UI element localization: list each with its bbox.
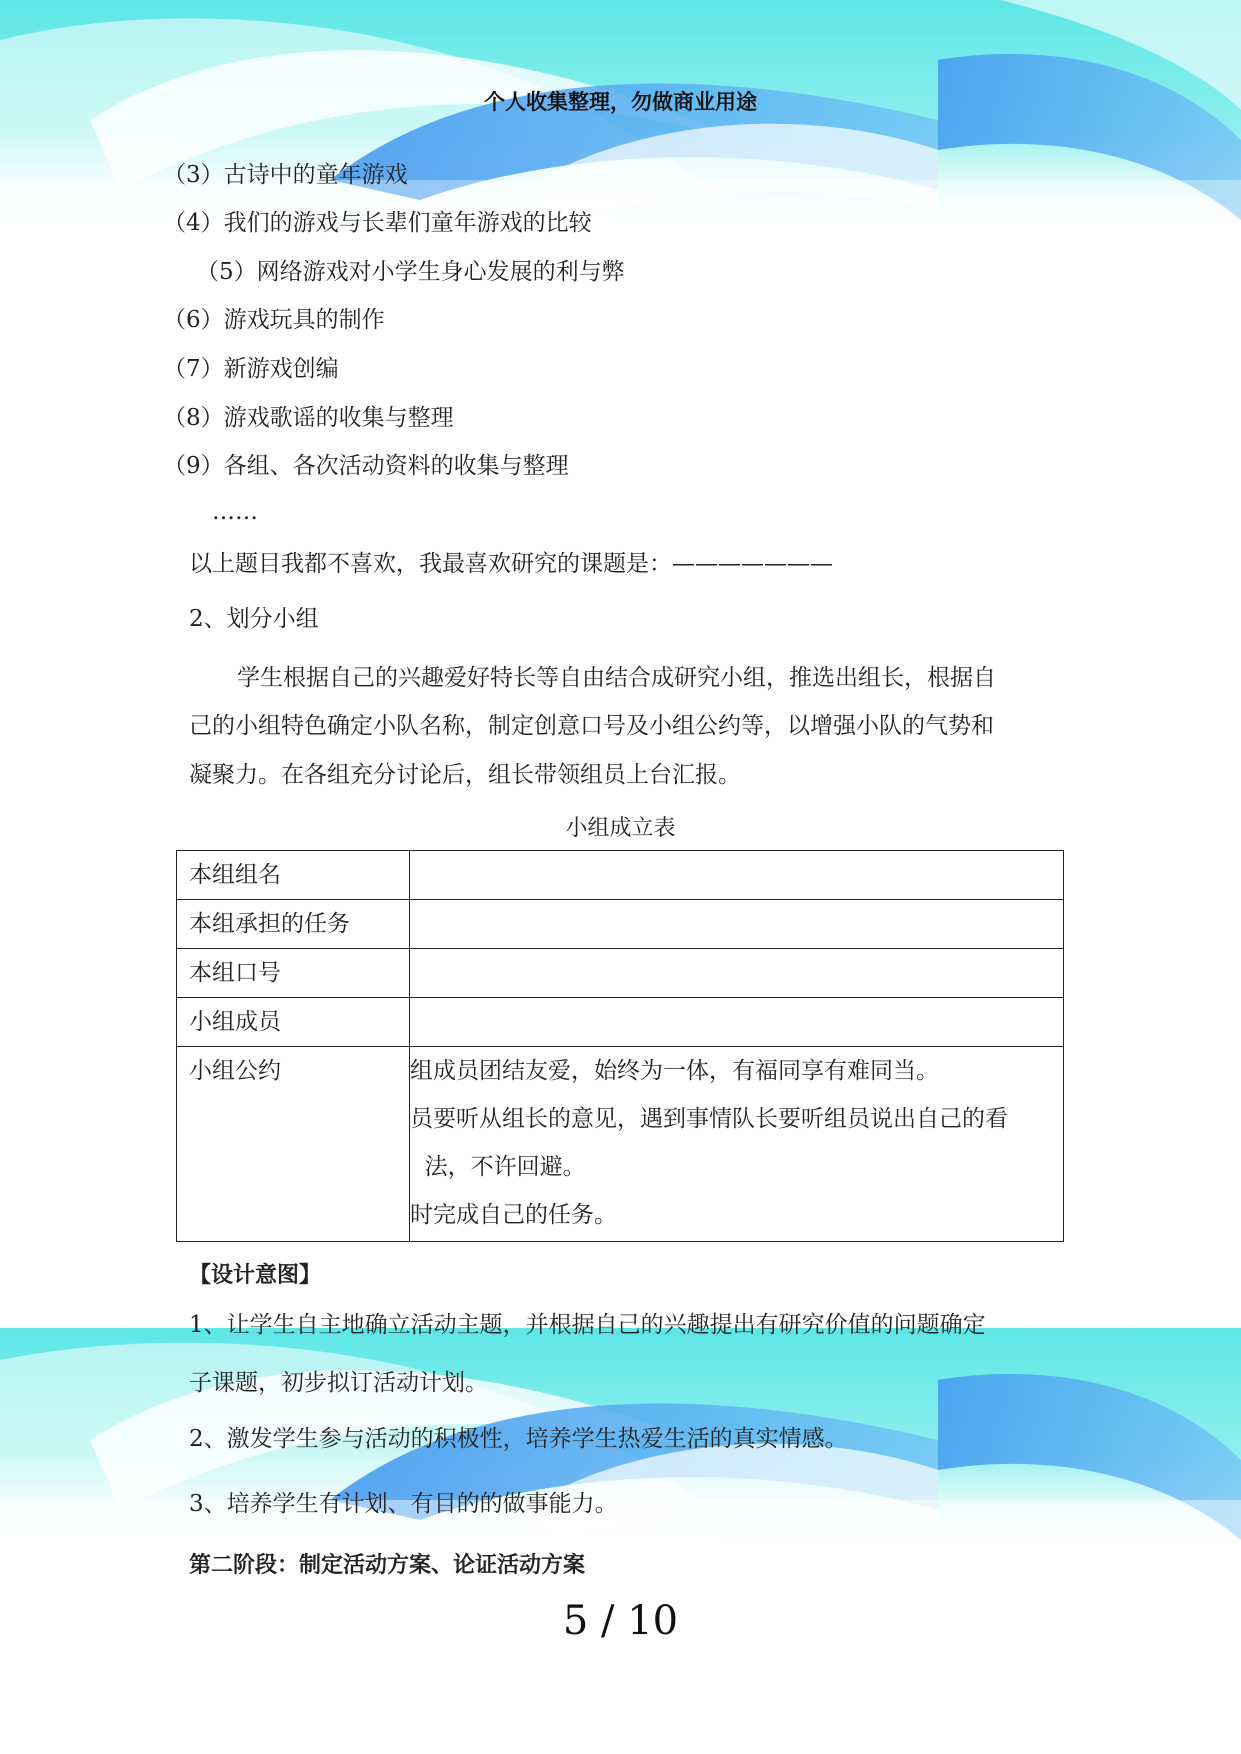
design-intent-item: 子课题，初步拟订活动计划。 (189, 1370, 488, 1396)
topic-item: （7）新游戏创编 (163, 356, 339, 382)
design-intent-heading: 【设计意图】 (189, 1263, 322, 1288)
own-topic-line: 以上题目我都不喜欢，我最喜欢研究的课题是：——————— (189, 551, 833, 577)
convention-cell (410, 1047, 1064, 1242)
page-header: 个人收集整理，勿做商业用途 (484, 90, 757, 114)
row-label: 小组成员 (177, 998, 410, 1047)
convention-line: 时完成自己的任务。 (410, 1202, 617, 1228)
paragraph-line: 学生根据自己的兴趣爱好特长等自由结合成研究小组，推选出组长，根据自 (237, 665, 996, 691)
topic-item: （5）网络游戏对小学生身心发展的利与弊 (196, 259, 625, 285)
row-value (410, 900, 1064, 949)
group-table (176, 850, 1064, 1242)
topic-item: （6）游戏玩具的制作 (163, 307, 385, 333)
design-intent-item: 1、让学生自主地确立活动主题，并根据自己的兴趣提出有研究价值的问题确定 (189, 1312, 986, 1338)
ellipsis: …… (212, 499, 258, 525)
paragraph-line: 凝聚力。在各组充分讨论后，组长带领组员上台汇报。 (189, 762, 741, 788)
table-row (177, 900, 1064, 949)
design-intent-item: 2、激发学生参与活动的积极性，培养学生热爱生活的真实情感。 (189, 1426, 848, 1452)
row-label: 本组承担的任务 (177, 900, 410, 949)
section-heading: 2、划分小组 (189, 606, 319, 632)
row-label: 小组公约 (177, 1047, 410, 1242)
row-value (410, 851, 1064, 900)
topic-item: （8）游戏歌谣的收集与整理 (163, 405, 454, 431)
page-number: 5 / 10 (562, 1598, 679, 1644)
convention-line: 员要听从组长的意见，遇到事情队长要听组员说出自己的看 (410, 1106, 1008, 1132)
table-row (177, 949, 1064, 998)
table-row (177, 998, 1064, 1047)
row-value (410, 998, 1064, 1047)
convention-line: 法，不许回避。 (410, 1154, 586, 1180)
design-intent-item: 3、培养学生有计划、有目的的做事能力。 (189, 1491, 618, 1517)
row-value (410, 949, 1064, 998)
table-row (177, 1047, 1064, 1242)
table-caption: 小组成立表 (565, 816, 676, 841)
paragraph-line: 己的小组特色确定小队名称，制定创意口号及小组公约等，以增强小队的气势和 (189, 713, 994, 739)
topic-item: （3）古诗中的童年游戏 (163, 162, 408, 188)
table-row (177, 851, 1064, 900)
stage-heading: 第二阶段：制定活动方案、论证活动方案 (189, 1553, 586, 1578)
topic-item: （4）我们的游戏与长辈们童年游戏的比较 (163, 210, 592, 236)
row-label: 本组组名 (177, 851, 410, 900)
convention-line: 组成员团结友爱，始终为一体，有福同享有难同当。 (410, 1058, 939, 1084)
topic-item: （9）各组、各次活动资料的收集与整理 (163, 453, 569, 479)
row-label: 本组口号 (177, 949, 410, 998)
